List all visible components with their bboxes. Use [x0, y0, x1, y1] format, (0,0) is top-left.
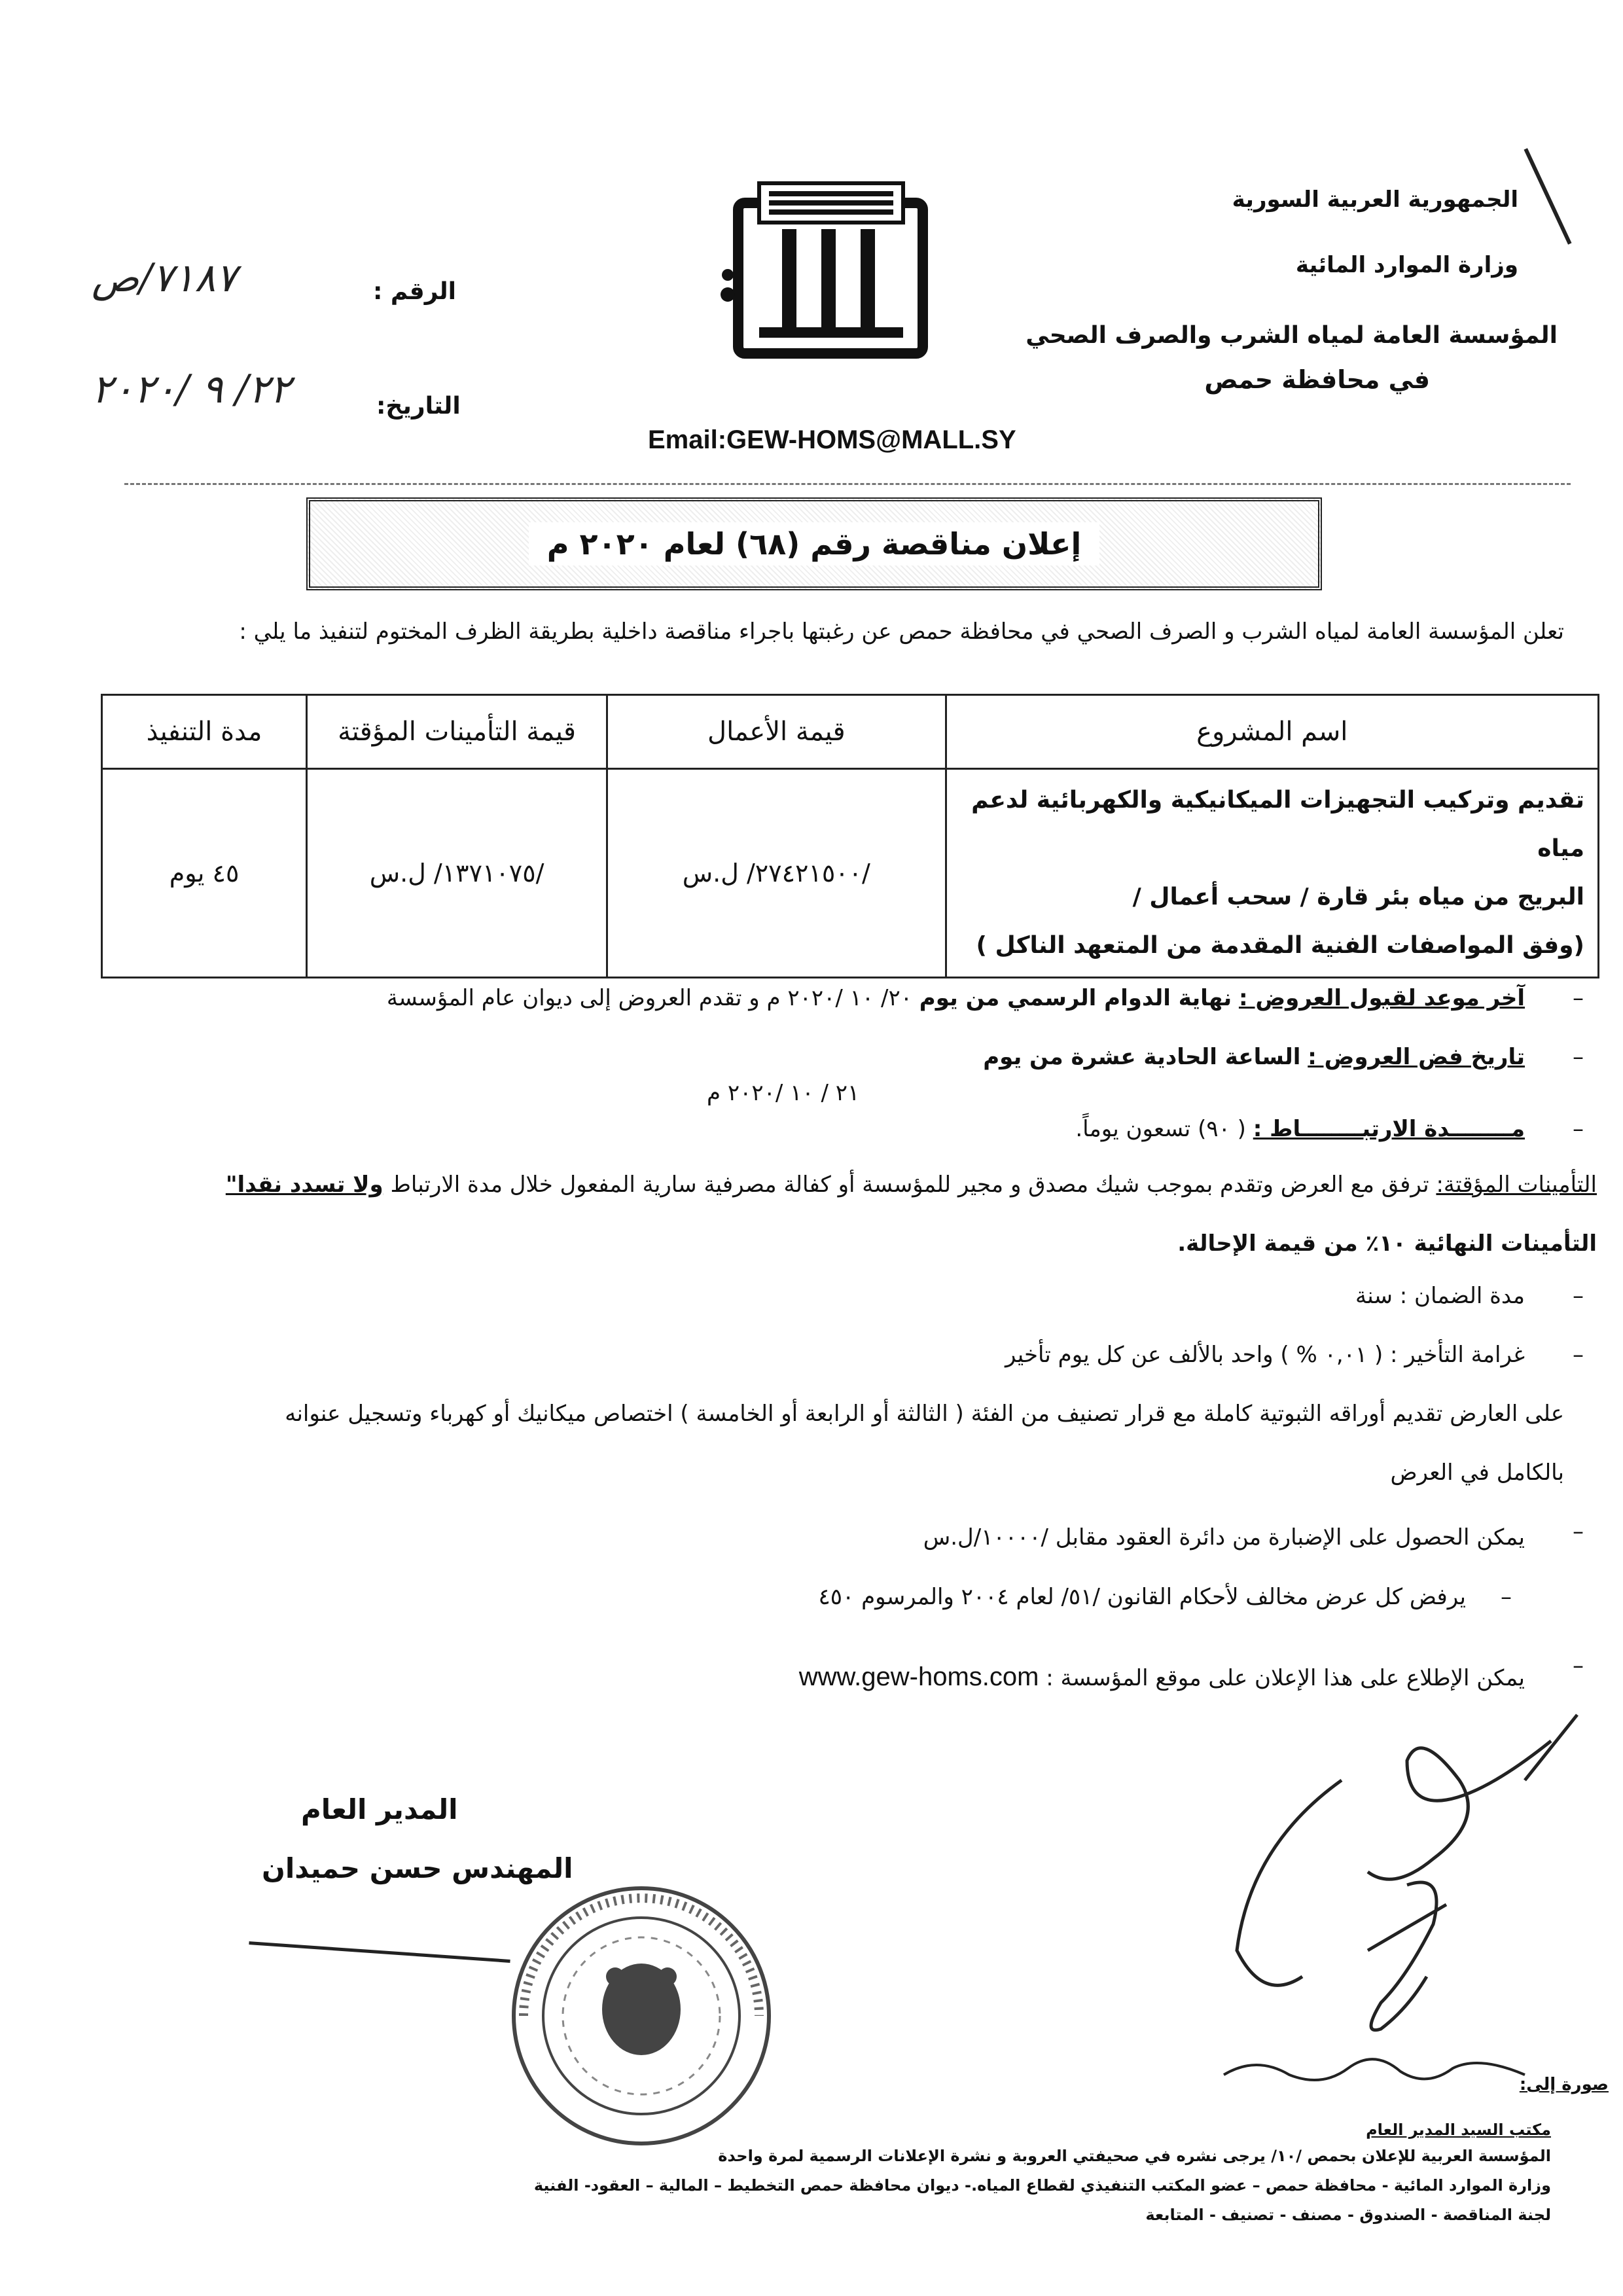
official-stamp	[504, 1878, 779, 2153]
signatory-title: المدير العام	[301, 1793, 458, 1825]
copy-to-item-1: مكتب السيد المدير العام	[1366, 2121, 1551, 2139]
tender-table	[101, 694, 1599, 978]
project-line-2: البريج من مياه بئر قارة / سحب أعمال /	[1132, 884, 1584, 910]
dossier	[151, 1518, 1525, 1556]
insurance-value-cell: /١٣٧١٠٧٥/ ل.س	[307, 769, 607, 978]
bullet-dash: –	[1573, 1342, 1584, 1368]
commitment-line	[151, 1116, 1525, 1142]
col-insurance: قيمة التأمينات المؤقتة	[307, 695, 607, 769]
documents-requirement: على العارض تقديم أوراقه الثبوتية كاملة مع قرار تصنيف من الفئة ( الثالثة أو الرابعة أو الخامسة ) اختصاص ميكانيك أو كهرباء وتسجيل عنوانه	[285, 1401, 1564, 1427]
announcement-title: إعلان مناقصة رقم (٦٨) لعام ٢٠٢٠ م	[529, 522, 1099, 565]
copy-to-label: صورة إلى:	[1519, 2075, 1609, 2094]
website-text: يمكن الإطلاع على هذا الإعلان على موقع المؤسسة :	[1046, 1665, 1525, 1691]
duration-cell: ٤٥ يوم	[102, 769, 307, 978]
date-label: التاريخ:	[376, 393, 461, 420]
col-duration: مدة التنفيذ	[102, 695, 307, 769]
deadline-label: آخر موعد لقبول العروض :	[1238, 985, 1525, 1011]
col-project-name: اسم المشروع	[946, 695, 1598, 769]
copy-to-item-4: لجنة المناقصة - الصندوق - مصنف - تصنيف - المتابعة	[1145, 2206, 1551, 2224]
bullet-dash: –	[1501, 1584, 1512, 1610]
penalty: غرامة التأخير : ( ٠,٠١ % ) واحد بالألف عن كل يوم تأخير	[1005, 1342, 1525, 1368]
temp-insurance-emph: ولا تسدد نقدا"	[225, 1172, 383, 1198]
documents-requirement-2: بالكامل في العرض	[1390, 1460, 1564, 1486]
announcement-title-box	[306, 497, 1322, 590]
header-institution: المؤسسة العامة لمياه الشرب والصرف الصحي	[1026, 322, 1558, 349]
commitment-label: مــــــــدة الارتبــــــــاط :	[1253, 1116, 1525, 1142]
opening-text: الساعة الحادية عشرة من يوم	[983, 1044, 1301, 1070]
opening-line	[151, 1044, 1525, 1070]
copy-to-scribble	[1217, 2036, 1531, 2094]
commitment-text: ( ٩٠) تسعون يوماً.	[1075, 1116, 1246, 1142]
dossier-text: يمكن الحصول على الإضبارة من دائرة العقود مقابل /١٠٠٠٠/ل.س	[923, 1524, 1525, 1551]
bullet-dash: –	[1573, 1283, 1584, 1309]
bullet-dash: –	[1573, 1116, 1584, 1142]
intro-text: تعلن المؤسسة العامة لمياه الشرب و الصرف الصحي في محافظة حمص عن رغبتها باجراء مناقصة داخلية بطريقة الظرف المختوم لتنفيذ ما يلي :	[239, 619, 1564, 645]
header-country: الجمهورية العربية السورية	[1232, 187, 1518, 213]
table-row	[102, 769, 1599, 978]
ref-number: ٧١٨٧/ص	[92, 255, 237, 301]
bullet-dash: –	[1573, 1518, 1584, 1545]
deadline-line	[151, 985, 1525, 1011]
signature-stroke	[249, 1941, 510, 1963]
handwritten-signature	[1211, 1702, 1616, 2081]
final-insurance: التأمينات النهائية ١٠٪ من قيمة الإحالة.	[1177, 1230, 1597, 1257]
email: Email:GEW-HOMS@MALL.SY	[648, 425, 1016, 454]
temp-insurance-text: ترفق مع العرض وتقدم بموجب شيك مصدق و مجير للمؤسسة أو كفالة مصرفية سارية المفعول خلال مدة الارتباط	[390, 1172, 1429, 1198]
bullet-dash: –	[1573, 1653, 1584, 1679]
bullet-dash: –	[1573, 985, 1584, 1011]
website-note	[151, 1662, 1525, 1692]
bullet-dash: –	[1573, 1044, 1584, 1070]
header-governorate: في محافظة حمص	[1204, 365, 1430, 394]
project-line-3: (وفق المواصفات الفنية المقدمة من المتعهد الناكل )	[976, 932, 1584, 959]
col-works-value: قيمة الأعمال	[607, 695, 946, 769]
temp-insurance-label: التأمينات المؤقتة:	[1436, 1172, 1597, 1198]
rejection-note: يرفض كل عرض مخالف لأحكام القانون /٥١/ لعام ٢٠٠٤ والمرسوم ٤٥٠	[818, 1584, 1466, 1610]
deadline-text: نهاية الدوام الرسمي من يوم	[919, 985, 1232, 1011]
warranty: مدة الضمان : سنة	[1355, 1283, 1525, 1309]
header-slash	[1524, 148, 1571, 245]
project-name-cell	[946, 769, 1598, 978]
opening-date: ٢١ / ١٠ /٢٠٢٠ م	[707, 1080, 860, 1106]
ref-label: الرقم :	[373, 278, 456, 305]
works-value-cell: /٢٧٤٢١٥٠٠/ ل.س	[607, 769, 946, 978]
opening-label: تاريخ فض العروض :	[1308, 1044, 1525, 1070]
organization-logo	[720, 177, 936, 360]
table-header-row	[102, 695, 1599, 769]
header-divider	[124, 483, 1571, 485]
date-value: ٢٢/ ٩ /٢٠٢٠	[92, 367, 291, 412]
copy-to-item-2: المؤسسة العربية للإعلان بحمص /١٠/ يرجى نشره في صحيفتي العروبة و نشرة الإعلانات الرسمية لمرة واحدة	[718, 2147, 1551, 2165]
copy-to-item-3: وزارة الموارد المائية - محافظة حمص – عضو المكتب التنفيذي لقطاع المياه.- ديوان محافظة حمص التخطيط – المالية – العقود- الفنية	[533, 2176, 1551, 2195]
temp-insurance-line	[118, 1172, 1597, 1198]
header-ministry: وزارة الموارد المائية	[1295, 252, 1518, 278]
deadline-date: ٢٠/ ١٠ /٢٠٢٠ م و تقدم العروض إلى ديوان عام المؤسسة	[386, 985, 912, 1011]
website-url: www.gew-homs.com	[798, 1662, 1039, 1691]
project-line-1: تقديم وتركيب التجهيزات الميكانيكية والكهربائية لدعم مياه	[971, 787, 1584, 862]
signatory-name: المهندس حسن حميدان	[262, 1852, 573, 1884]
